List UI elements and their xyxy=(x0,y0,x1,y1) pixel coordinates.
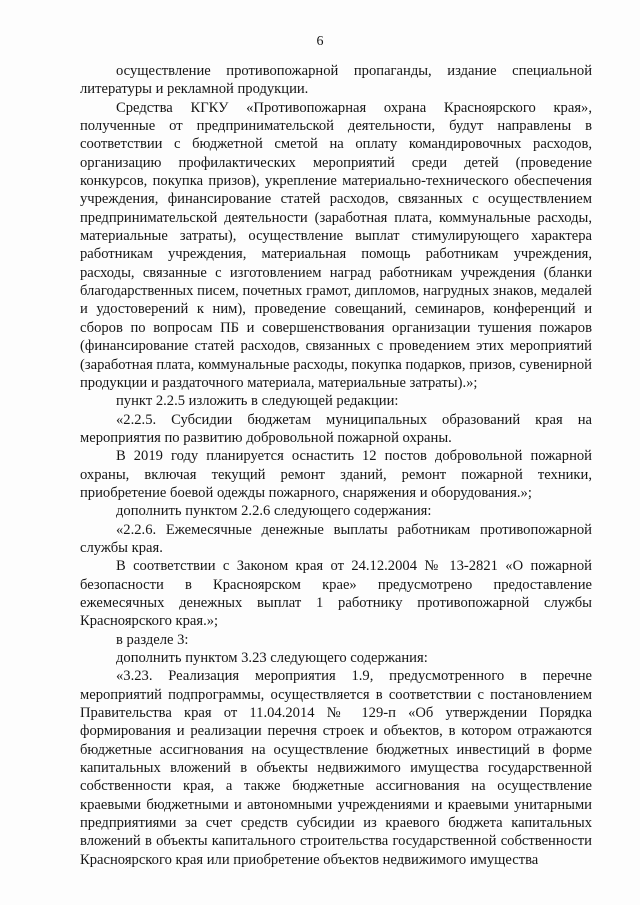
document-body xyxy=(80,62,592,869)
paragraph-item-2-2-6-intro: дополнить пунктом 2.2.6 следующего содержания: xyxy=(116,503,432,520)
paragraph-propaganda: осуществление противопожарной пропаганды, издание специальной литературы и рекламной продукции. xyxy=(80,63,592,98)
page-number: 6 xyxy=(316,34,324,49)
paragraph-kgku-funds: Средства КГКУ «Противопожарная охрана Красноярского края», полученные от предпринимательской деятельности, будут направлены в соответствии с бюджетной сметой на оплату командировочных расходов, организацию профилактических мероприятий среди детей (проведение конкурсов, покупка призов), укрепление материально-технического обеспечения учреждения, финансирование статей расходов, связанных с осуществлением предпринимательской деятельности (заработная плата, коммунальные расходы, материальные затраты), осуществление выплат стимулирующего характера работникам учреждения, материальная помощь работникам учреждения, расходы, связанные с изготовлением наград работникам учреждения (бланки благодарственных писем, почетных грамот, дипломов, нагрудных знаков, медалей и удостоверений к ним), проведение совещаний, семинаров, конференций и сборов по вопросам ПБ и совершенствования организации тушения пожаров (финансирование статей расходов, связанных с проведением этих мероприятий (заработная плата, коммунальные расходы, покупка подарков, призов, сувенирной продукции и раздаточного материала, материальные затраты).»; xyxy=(80,99,592,391)
paragraph-item-3-23: «3.23. Реализация мероприятия 1.9, предусмотренного в перечне мероприятий подпрограммы, осуществляется в соответствии с постановлением Правительства края от 11.04.2014 № 129-п «Об утверждении Порядка формирования и реализации перечня строек и объектов, в котором отражаются бюджетные ассигнования на осуществление бюджетных инвестиций в форме капитальных вложений в объекты недвижимого имущества государственной собственности края, а также бюджетные ассигнования на осуществление краевыми бюджетными и автономными учреждениями и краевыми унитарными предприятиями за счет средств субсидии из краевого бюджета капитальных вложений в объекты капитального строительства государственной собственности Красноярского края или приобретение объектов недвижимого имущества xyxy=(80,668,592,868)
paragraph-item-2-2-5-intro: пункт 2.2.5 изложить в следующей редакции: xyxy=(116,393,399,410)
paragraph-item-2-2-5: «2.2.5. Субсидии бюджетам муниципальных образований края на мероприятия по развитию добровольной пожарной охраны. xyxy=(80,411,592,446)
paragraph-item-3-23-intro: дополнить пунктом 3.23 следующего содержания: xyxy=(116,650,428,666)
paragraph-section-3: в разделе 3: xyxy=(116,631,189,648)
paragraph-item-2-2-6: «2.2.6. Ежемесячные денежные выплаты работникам противопожарной службы края. xyxy=(80,521,592,556)
paragraph-law-reference: В соответствии с Законом края от 24.12.2004 № 13-2821 «О пожарной безопасности в Красноярском крае» предусмотрено предоставление ежемесячных денежных выплат 1 работнику противопожарной службы Красноярского края.»; xyxy=(80,558,592,630)
paragraph-2019-plan: В 2019 году планируется оснастить 12 постов добровольной пожарной охраны, включая текущий ремонт зданий, ремонт пожарной техники, приобретение боевой одежды пожарного, снаряжения и оборудования.»; xyxy=(80,448,592,501)
